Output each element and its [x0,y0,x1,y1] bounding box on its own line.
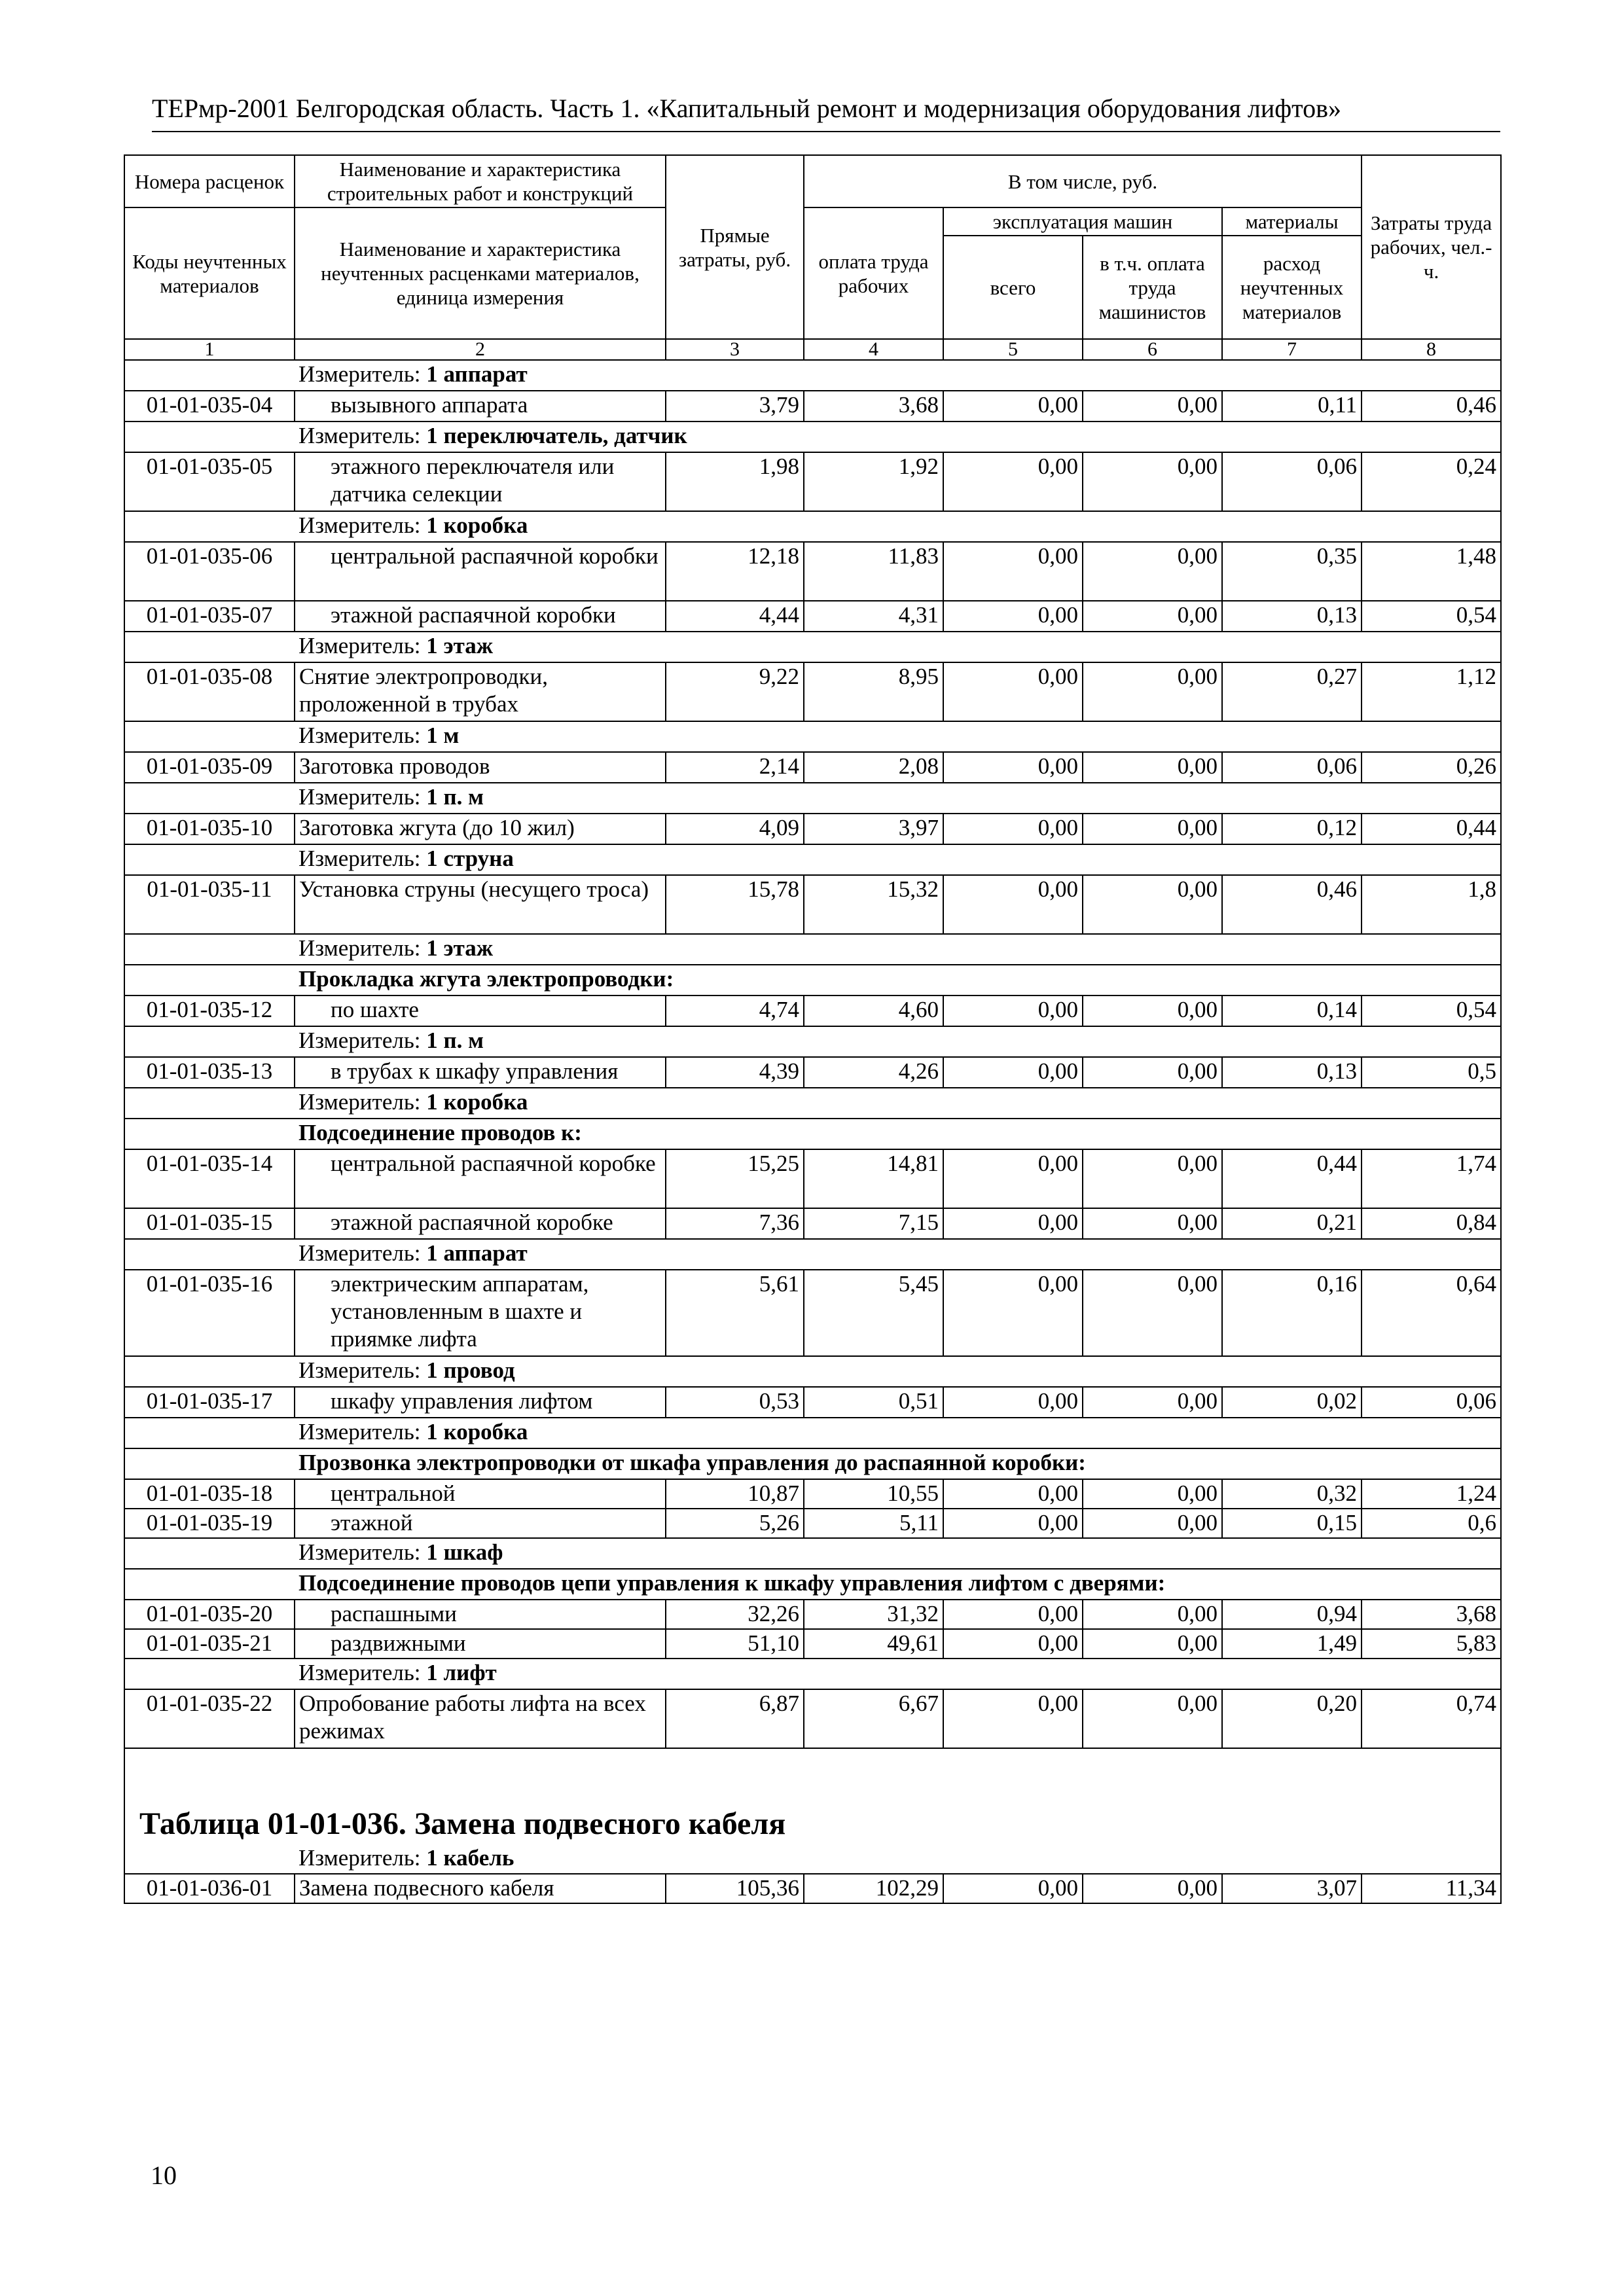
unit-row [124,934,1501,965]
operator-pay: 0,00 [1083,662,1222,721]
unit-row [124,1538,1501,1569]
materials: 0,27 [1222,662,1362,721]
group-row [124,1119,1501,1149]
machines-total: 0,00 [943,814,1083,844]
unit-row [124,422,1501,452]
unit-prefix: Измеритель: [298,1089,427,1115]
table-row [124,601,1501,632]
rate-name: раздвижными [295,1629,666,1659]
unit-value: 1 п. м [426,1028,484,1053]
direct-costs: 51,10 [666,1629,804,1659]
worker-pay: 5,11 [804,1509,943,1538]
operator-pay: 0,00 [1083,1509,1222,1538]
labor-hours: 0,26 [1362,752,1501,783]
table-row [124,1387,1501,1418]
unit-row [124,1356,1501,1387]
header-col4: оплата труда рабочих [804,207,943,339]
labor-hours: 0,64 [1362,1270,1501,1356]
column-number: 3 [666,339,804,360]
column-number: 6 [1083,339,1222,360]
section-title-row [124,1748,1501,1844]
direct-costs: 15,78 [666,875,804,934]
worker-pay: 4,60 [804,996,943,1026]
materials: 0,94 [1222,1600,1362,1629]
table-row [124,452,1501,511]
operator-pay: 0,00 [1083,752,1222,783]
rate-code: 01-01-035-22 [124,1689,295,1748]
materials: 1,49 [1222,1629,1362,1659]
machines-total: 0,00 [943,1208,1083,1239]
materials: 0,13 [1222,1057,1362,1088]
unit-value: 1 шкаф [426,1539,503,1565]
machines-total: 0,00 [943,1057,1083,1088]
direct-costs: 4,44 [666,601,804,632]
rate-name: электрическим аппаратам, установленным в шахте и приямке лифта [295,1270,666,1356]
header-including: В том числе, руб. [804,155,1362,207]
unit-value: 1 м [426,723,460,748]
rate-name: по шахте [295,996,666,1026]
unit-row [124,360,1501,391]
table-row [124,1600,1501,1629]
unit-value: 1 аппарат [426,361,528,387]
operator-pay: 0,00 [1083,1874,1222,1903]
unit-row [124,783,1501,814]
document-header-title: ТЕРмр-2001 Белгородская область. Часть 1. «Капитальный ремонт и модернизация оборудования лифтов» [152,94,1342,123]
unit-value: 1 провод [426,1357,515,1383]
direct-costs: 15,25 [666,1149,804,1208]
worker-pay: 10,55 [804,1479,943,1509]
direct-costs: 9,22 [666,662,804,721]
rate-name: центральной распаячной коробке [295,1149,666,1208]
rate-code: 01-01-035-10 [124,814,295,844]
direct-costs: 1,98 [666,452,804,511]
machines-total: 0,00 [943,1270,1083,1356]
machines-total: 0,00 [943,452,1083,511]
machines-total: 0,00 [943,1387,1083,1418]
group-title: Прокладка жгута электропроводки: [124,965,1501,996]
unit-prefix: Измеритель: [298,1845,427,1871]
header-col8: Затраты труда рабочих, чел.-ч. [1362,155,1501,339]
header-col7: расход неучтенных материалов [1222,236,1362,339]
rate-name: этажного переключателя или датчика селекции [295,452,666,511]
direct-costs: 32,26 [666,1600,804,1629]
table-row [124,1629,1501,1659]
worker-pay: 31,32 [804,1600,943,1629]
materials: 0,32 [1222,1479,1362,1509]
table-row [124,1689,1501,1748]
group-row [124,1569,1501,1600]
unit-prefix: Измеритель: [298,935,427,961]
worker-pay: 11,83 [804,542,943,601]
rate-code: 01-01-035-19 [124,1509,295,1538]
rate-code: 01-01-036-01 [124,1874,295,1903]
unit-prefix: Измеритель: [298,633,427,658]
labor-hours: 0,74 [1362,1689,1501,1748]
unit-row [124,1088,1501,1119]
unit-row [124,1418,1501,1448]
materials: 0,06 [1222,452,1362,511]
materials: 0,20 [1222,1689,1362,1748]
materials: 0,12 [1222,814,1362,844]
materials: 0,11 [1222,391,1362,422]
unit-value: 1 струна [426,846,514,871]
header-rule [152,131,1500,132]
header-col3: Прямые затраты, руб. [666,155,804,339]
rate-code: 01-01-035-08 [124,662,295,721]
materials: 0,44 [1222,1149,1362,1208]
machines-total: 0,00 [943,1600,1083,1629]
operator-pay: 0,00 [1083,814,1222,844]
labor-hours: 3,68 [1362,1600,1501,1629]
rates-table [124,154,1502,1904]
unit-value: 1 этаж [426,633,494,658]
machines-total: 0,00 [943,662,1083,721]
rate-name: вызывного аппарата [295,391,666,422]
machines-total: 0,00 [943,1689,1083,1748]
machines-total: 0,00 [943,391,1083,422]
table-row [124,662,1501,721]
labor-hours: 0,84 [1362,1208,1501,1239]
header-col2-top: Наименование и характеристика строительных работ и конструкций [295,155,666,207]
unit-prefix: Измеритель: [298,1539,427,1565]
worker-pay: 7,15 [804,1208,943,1239]
operator-pay: 0,00 [1083,391,1222,422]
unit-prefix: Измеритель: [298,723,427,748]
page-number: 10 [151,2161,177,2190]
machines-total: 0,00 [943,996,1083,1026]
column-number: 7 [1222,339,1362,360]
group-title: Подсоединение проводов цепи управления к шкафу управления лифтом с дверями: [124,1569,1501,1600]
group-title: Подсоединение проводов к: [124,1119,1501,1149]
rate-code: 01-01-035-13 [124,1057,295,1088]
direct-costs: 10,87 [666,1479,804,1509]
group-row [124,965,1501,996]
direct-costs: 2,14 [666,752,804,783]
operator-pay: 0,00 [1083,1479,1222,1509]
header-col2-bottom: Наименование и характеристика неучтенных расценками материалов, единица измерения [295,207,666,339]
worker-pay: 3,97 [804,814,943,844]
direct-costs: 3,79 [666,391,804,422]
unit-value: 1 коробка [426,1089,528,1115]
materials: 0,14 [1222,996,1362,1026]
labor-hours: 5,83 [1362,1629,1501,1659]
materials: 3,07 [1222,1874,1362,1903]
rate-code: 01-01-035-11 [124,875,295,934]
labor-hours: 0,46 [1362,391,1501,422]
operator-pay: 0,00 [1083,1149,1222,1208]
rate-code: 01-01-035-04 [124,391,295,422]
materials: 0,06 [1222,752,1362,783]
header-col1-top: Номера расценок [124,155,295,207]
direct-costs: 105,36 [666,1874,804,1903]
worker-pay: 15,32 [804,875,943,934]
rate-name: Заготовка жгута (до 10 жил) [295,814,666,844]
rate-code: 01-01-035-17 [124,1387,295,1418]
worker-pay: 3,68 [804,391,943,422]
materials: 0,16 [1222,1270,1362,1356]
unit-value: 1 этаж [426,935,494,961]
table-row [124,1509,1501,1538]
unit-prefix: Измеритель: [298,1660,427,1685]
machines-total: 0,00 [943,1874,1083,1903]
rate-name: этажной распаячной коробки [295,601,666,632]
materials: 0,35 [1222,542,1362,601]
worker-pay: 0,51 [804,1387,943,1418]
unit-prefix: Измеритель: [298,784,427,810]
operator-pay: 0,00 [1083,1057,1222,1088]
machines-total: 0,00 [943,1509,1083,1538]
labor-hours: 11,34 [1362,1874,1501,1903]
direct-costs: 6,87 [666,1689,804,1748]
machines-total: 0,00 [943,752,1083,783]
rate-name: шкафу управления лифтом [295,1387,666,1418]
rate-code: 01-01-035-15 [124,1208,295,1239]
labor-hours: 1,48 [1362,542,1501,601]
rate-code: 01-01-035-07 [124,601,295,632]
rate-name: центральной [295,1479,666,1509]
header-materials: материалы [1222,207,1362,236]
rate-name: Замена подвесного кабеля [295,1874,666,1903]
machines-total: 0,00 [943,542,1083,601]
operator-pay: 0,00 [1083,996,1222,1026]
labor-hours: 0,6 [1362,1509,1501,1538]
rate-name: центральной распаячной коробки [295,542,666,601]
rate-code: 01-01-035-16 [124,1270,295,1356]
unit-prefix: Измеритель: [298,512,427,538]
labor-hours: 0,44 [1362,814,1501,844]
worker-pay: 6,67 [804,1689,943,1748]
labor-hours: 0,5 [1362,1057,1501,1088]
rate-code: 01-01-035-14 [124,1149,295,1208]
unit-value: 1 аппарат [426,1240,528,1266]
labor-hours: 0,24 [1362,452,1501,511]
unit-value: 1 п. м [426,784,484,810]
worker-pay: 5,45 [804,1270,943,1356]
unit-value: 1 коробка [426,1419,528,1444]
direct-costs: 5,61 [666,1270,804,1356]
rate-name: в трубах к шкафу управления [295,1057,666,1088]
machines-total: 0,00 [943,601,1083,632]
machines-total: 0,00 [943,1479,1083,1509]
unit-row [124,632,1501,662]
unit-prefix: Измеритель: [298,1419,427,1444]
unit-prefix: Измеритель: [298,1357,427,1383]
header-machines: эксплуатация машин [943,207,1222,236]
operator-pay: 0,00 [1083,875,1222,934]
labor-hours: 0,06 [1362,1387,1501,1418]
direct-costs: 5,26 [666,1509,804,1538]
rate-code: 01-01-035-21 [124,1629,295,1659]
column-number: 8 [1362,339,1501,360]
unit-prefix: Измеритель: [298,361,427,387]
rate-name: этажной распаячной коробке [295,1208,666,1239]
worker-pay: 14,81 [804,1149,943,1208]
direct-costs: 4,39 [666,1057,804,1088]
unit-value: 1 коробка [426,512,528,538]
unit-row [124,844,1501,875]
unit-row [124,1844,1501,1874]
materials: 0,13 [1222,601,1362,632]
operator-pay: 0,00 [1083,1387,1222,1418]
table-row [124,1208,1501,1239]
machines-total: 0,00 [943,1629,1083,1659]
table-row [124,1149,1501,1208]
worker-pay: 8,95 [804,662,943,721]
operator-pay: 0,00 [1083,452,1222,511]
unit-prefix: Измеритель: [298,423,427,448]
header-col6: в т.ч. оплата труда машинистов [1083,236,1222,339]
column-number: 2 [295,339,666,360]
column-number: 4 [804,339,943,360]
operator-pay: 0,00 [1083,601,1222,632]
table-row [124,542,1501,601]
rate-code: 01-01-035-09 [124,752,295,783]
unit-prefix: Измеритель: [298,1240,427,1266]
column-number: 5 [943,339,1083,360]
labor-hours: 1,24 [1362,1479,1501,1509]
rate-name: Снятие электропроводки, проложенной в трубах [295,662,666,721]
header-col1-bottom: Коды неучтенных материалов [124,207,295,339]
table-row [124,391,1501,422]
labor-hours: 0,54 [1362,996,1501,1026]
direct-costs: 4,09 [666,814,804,844]
operator-pay: 0,00 [1083,542,1222,601]
rate-name: Заготовка проводов [295,752,666,783]
labor-hours: 1,12 [1362,662,1501,721]
column-number: 1 [124,339,295,360]
worker-pay: 49,61 [804,1629,943,1659]
machines-total: 0,00 [943,1149,1083,1208]
unit-row [124,1239,1501,1270]
rate-code: 01-01-035-05 [124,452,295,511]
machines-total: 0,00 [943,875,1083,934]
unit-row [124,1659,1501,1689]
unit-value: 1 кабель [426,1845,514,1871]
group-row [124,1448,1501,1479]
operator-pay: 0,00 [1083,1600,1222,1629]
operator-pay: 0,00 [1083,1270,1222,1356]
worker-pay: 4,31 [804,601,943,632]
header-col5: всего [943,236,1083,339]
rate-name: этажной [295,1509,666,1538]
direct-costs: 4,74 [666,996,804,1026]
rate-name: Установка струны (несущего троса) [295,875,666,934]
table-row [124,1874,1501,1903]
worker-pay: 2,08 [804,752,943,783]
labor-hours: 1,74 [1362,1149,1501,1208]
operator-pay: 0,00 [1083,1629,1222,1659]
unit-prefix: Измеритель: [298,846,427,871]
unit-row [124,1026,1501,1057]
materials: 0,02 [1222,1387,1362,1418]
labor-hours: 1,8 [1362,875,1501,934]
materials: 0,15 [1222,1509,1362,1538]
unit-value: 1 переключатель, датчик [426,423,687,448]
rate-code: 01-01-035-06 [124,542,295,601]
materials: 0,46 [1222,875,1362,934]
group-title: Прозвонка электропроводки от шкафа управления до распаянной коробки: [124,1448,1501,1479]
materials: 0,21 [1222,1208,1362,1239]
operator-pay: 0,00 [1083,1689,1222,1748]
operator-pay: 0,00 [1083,1208,1222,1239]
worker-pay: 102,29 [804,1874,943,1903]
rate-code: 01-01-035-12 [124,996,295,1026]
table-row [124,1057,1501,1088]
worker-pay: 4,26 [804,1057,943,1088]
rate-name: Опробование работы лифта на всех режимах [295,1689,666,1748]
table-row [124,752,1501,783]
direct-costs: 7,36 [666,1208,804,1239]
table-row [124,1270,1501,1356]
unit-row [124,721,1501,752]
direct-costs: 12,18 [666,542,804,601]
table-row [124,1479,1501,1509]
table-row [124,875,1501,934]
section-title: Таблица 01-01-036. Замена подвесного кабеля [139,1806,786,1841]
labor-hours: 0,54 [1362,601,1501,632]
worker-pay: 1,92 [804,452,943,511]
unit-row [124,511,1501,542]
rate-code: 01-01-035-18 [124,1479,295,1509]
direct-costs: 0,53 [666,1387,804,1418]
table-row [124,814,1501,844]
unit-prefix: Измеритель: [298,1028,427,1053]
rate-code: 01-01-035-20 [124,1600,295,1629]
rate-name: распашными [295,1600,666,1629]
table-row [124,996,1501,1026]
unit-value: 1 лифт [426,1660,497,1685]
